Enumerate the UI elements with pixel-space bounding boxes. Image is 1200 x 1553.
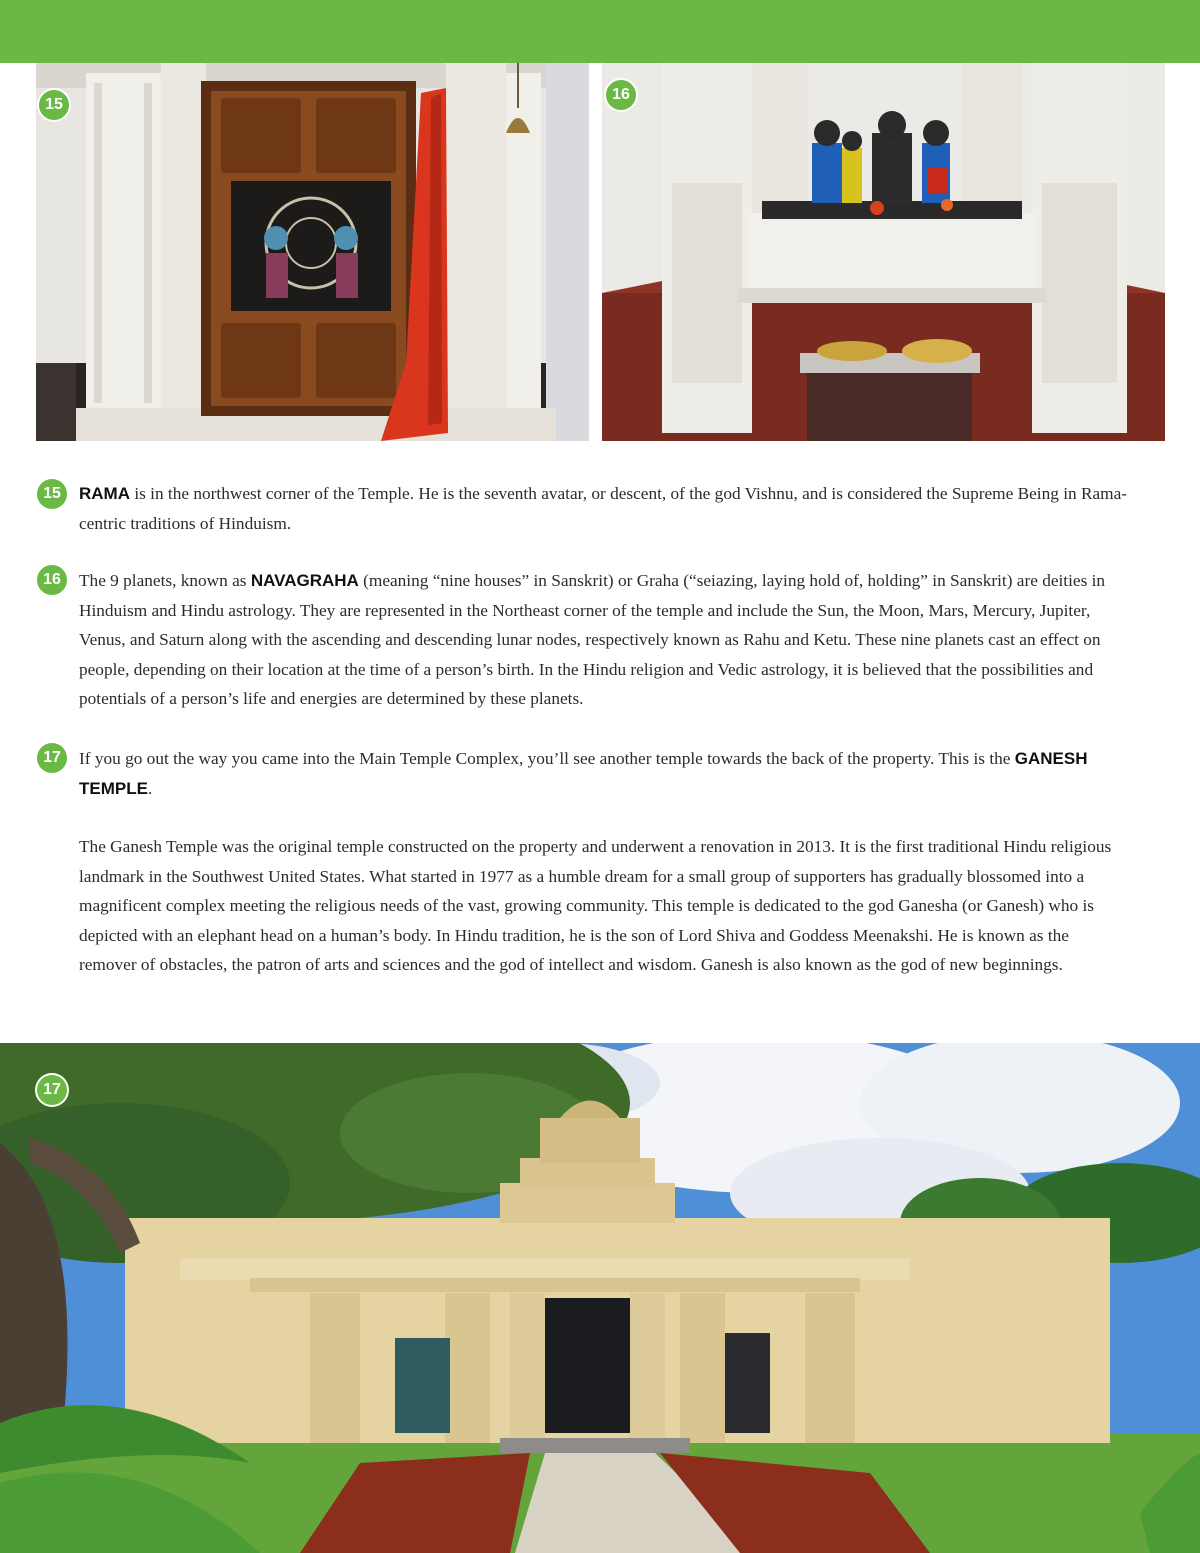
ganesh-temple-paragraph: The Ganesh Temple was the original temple constructed on the property and underwent a renovation in 2013. It is the first traditional Hindu religious landmark in the Southwest United States. What started in 1977 as a humble dream for a small group of supporters has gradually blossomed into a magnificent complex meeting the religious needs of the vast, growing community. This temple is dedicated to the god Ganesha (or Ganesh) who is depicted with an elephant head on a human’s body. In Hindu tradition, he is the son of Lord Shiva and Goddess Meenakshi. He is known as the remover of obstacles, the patron of arts and sciences and the god of intellect and wisdom. Ganesh is also known as the god of new beginnings. bbox=[79, 837, 1112, 975]
photo-badge-17: 17 bbox=[35, 1073, 69, 1107]
navagraha-description: (meaning “nine houses” in Sanskrit) or Graha (“seiazing, laying hold of, holding” in Sanskrit) are deities in Hinduism and Hindu astrology. They are represented in the Northeast corner of the temple and include the Sun, the Moon, Mars, Mercury, Jupiter, Venus, and Saturn along with the ascending and descending lunar nodes, respectively known as Rahu and Ketu. These nine planets cast an effect on people, depending on their location at the time of a person’s birth. In the Hindu religion and Vedic astrology, it is believed that the possibilities and potentials of a person’s life and energies are determined by these planets. bbox=[79, 571, 1106, 709]
entry-badge-17: 17 bbox=[37, 743, 67, 773]
photo-badge-15: 15 bbox=[37, 88, 71, 122]
ganesh-intro-paragraph bbox=[79, 744, 1129, 803]
header-bar bbox=[0, 0, 1200, 63]
navagraha-paragraph bbox=[79, 566, 1129, 714]
navagraha-shrine-photo bbox=[602, 63, 1165, 441]
rama-paragraph bbox=[79, 479, 1129, 538]
rama-description: is in the northwest corner of the Temple. He is the seventh avatar, or descent, of the god Vishnu, and is considered the Supreme Being in Rama-centric traditions of Hinduism. bbox=[79, 484, 1128, 533]
photo-badge-16: 16 bbox=[604, 78, 638, 112]
navagraha-term: NAVAGRAHA bbox=[250, 571, 359, 590]
ganesh-intro-end: . bbox=[147, 778, 153, 798]
ganesh-intro: If you go out the way you came into the Main Temple Complex, you’ll see another temple towards the back of the property. This is the bbox=[79, 749, 1015, 768]
entry-badge-15: 15 bbox=[37, 479, 67, 509]
ganesh-temple-photo bbox=[0, 1043, 1200, 1553]
rama-term: RAMA bbox=[79, 484, 130, 503]
navagraha-intro: The 9 planets, known as bbox=[79, 571, 251, 590]
rama-shrine-photo bbox=[36, 63, 589, 441]
entry-badge-16: 16 bbox=[37, 565, 67, 595]
ganesh-temple-term: GANESH TEMPLE bbox=[79, 749, 1088, 798]
